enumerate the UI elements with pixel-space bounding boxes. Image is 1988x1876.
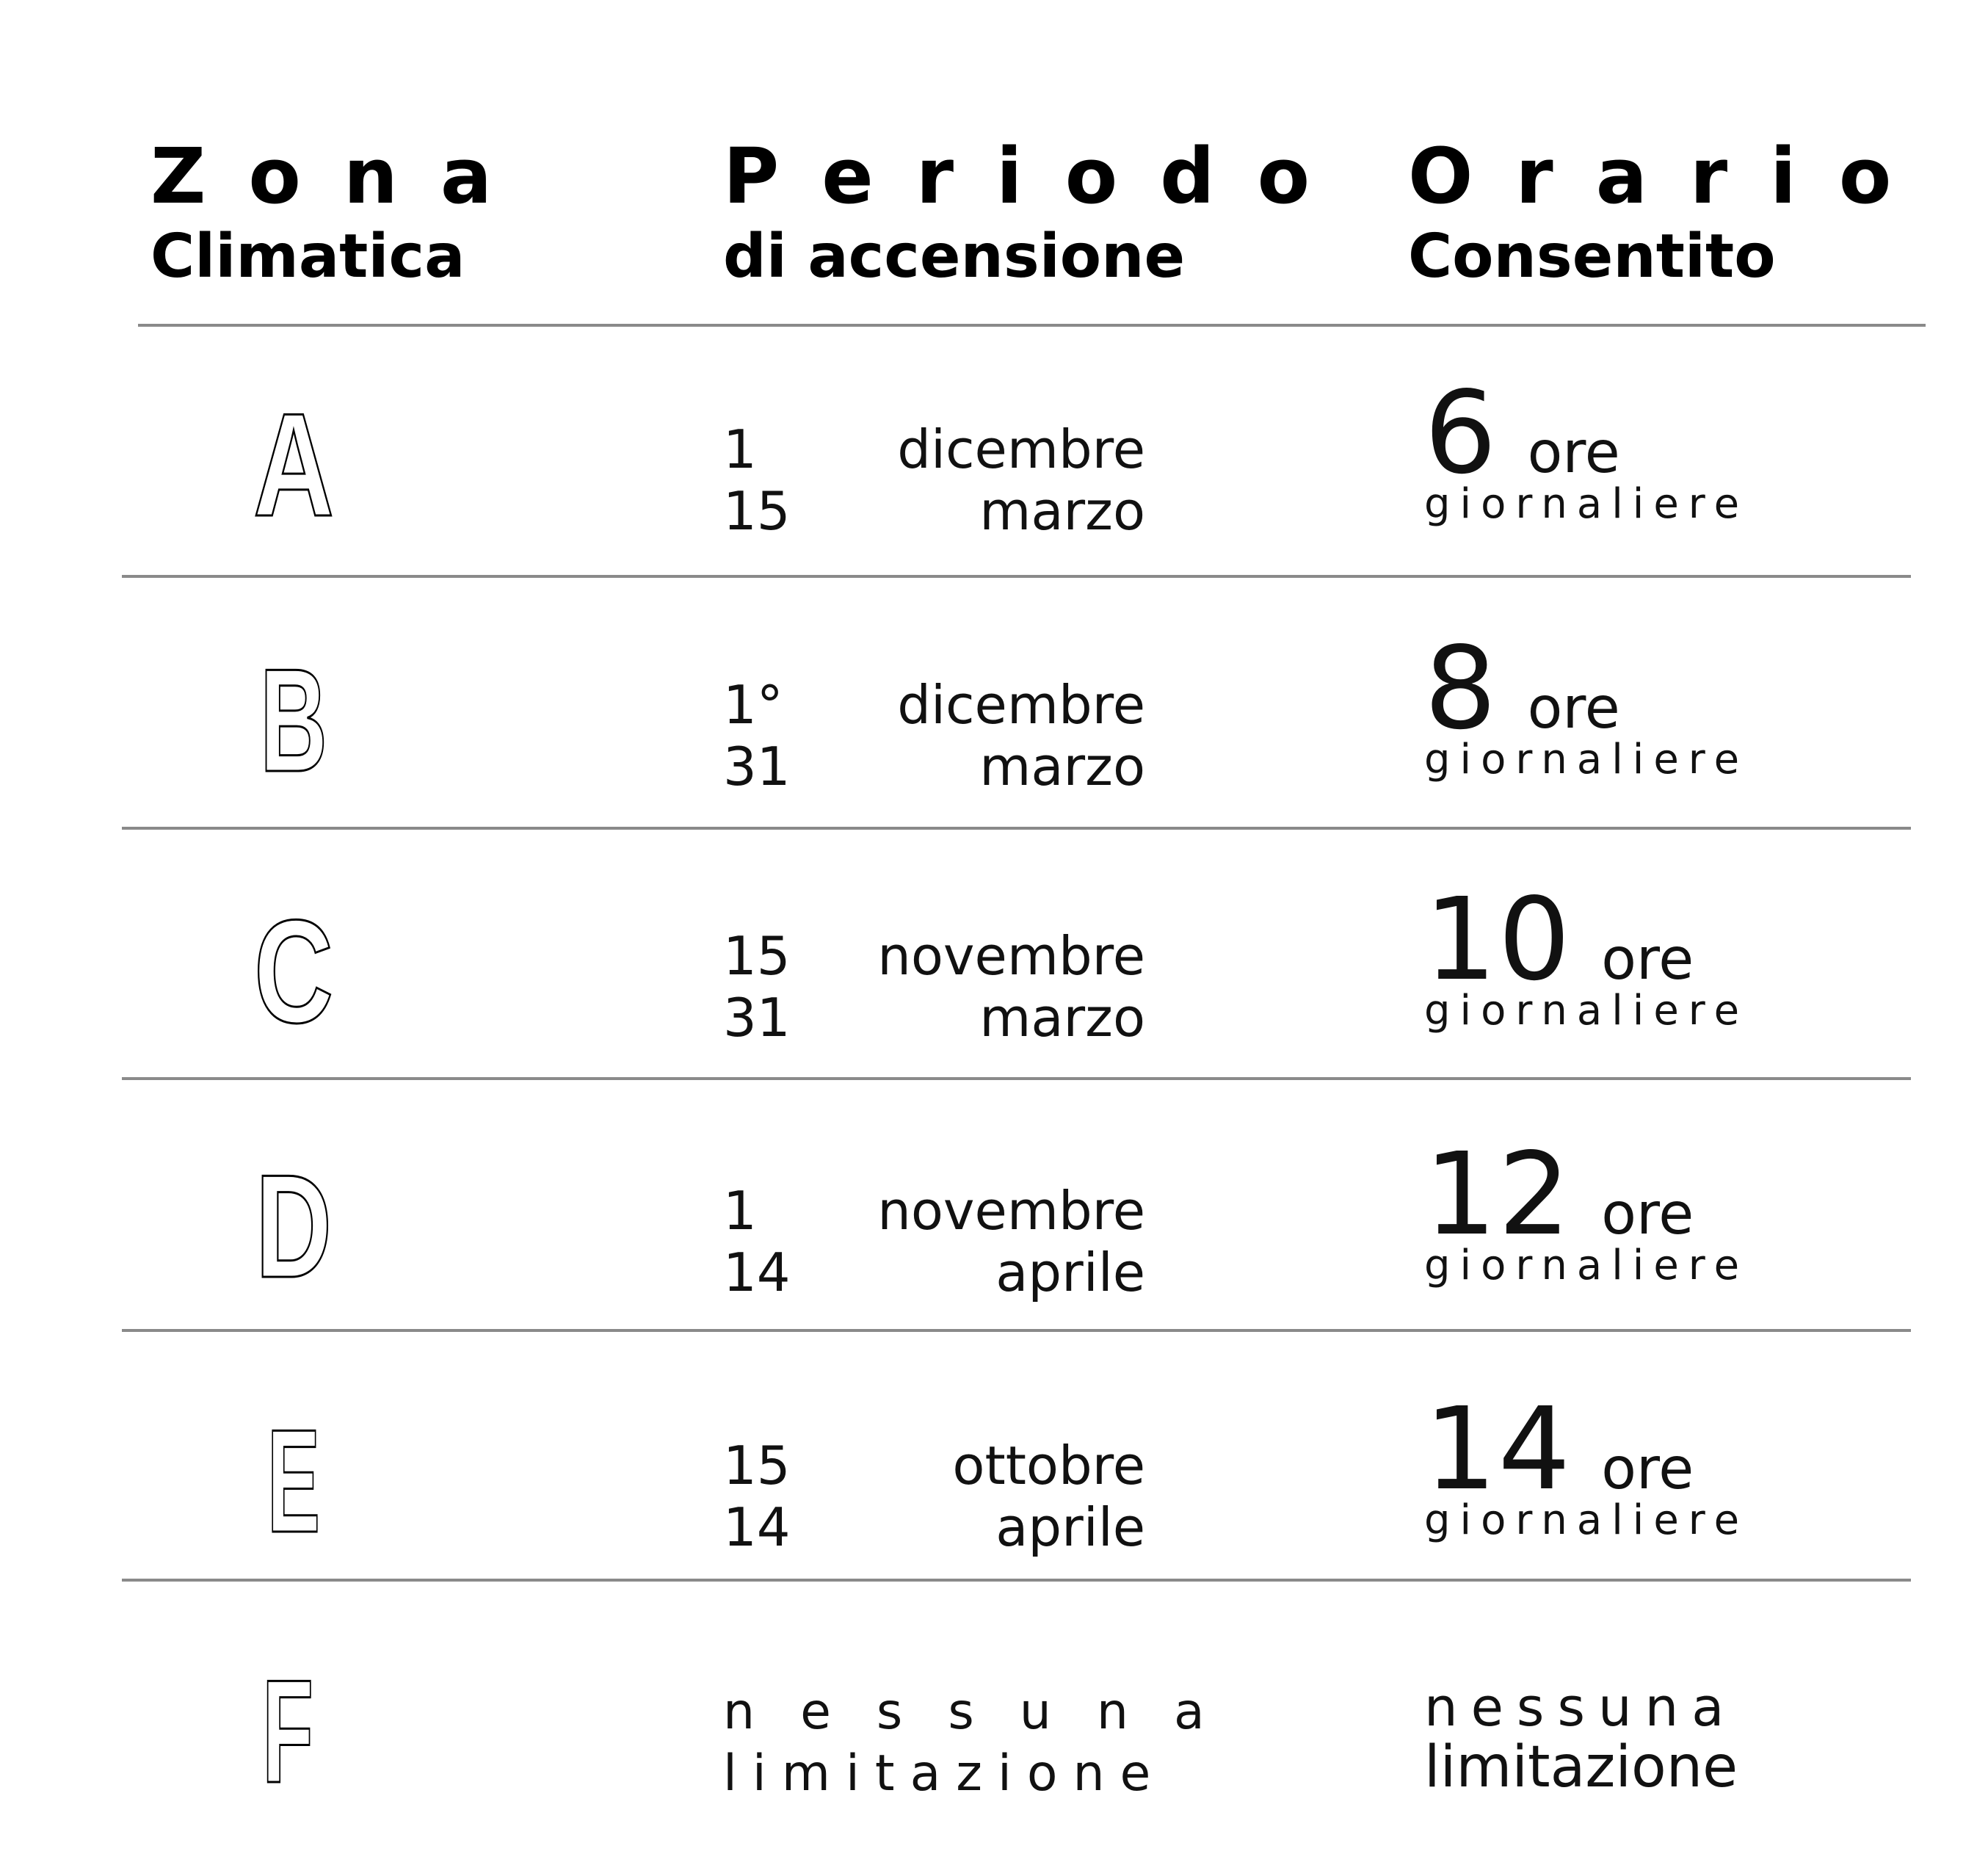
table-row-zone-a: [0, 360, 1988, 609]
table-row-zone-c: [0, 866, 1988, 1116]
period-none-line2: limitazione: [723, 1745, 1167, 1803]
hours-none-line1: nessuna: [1424, 1676, 1738, 1738]
table-row-zone-e: [0, 1376, 1988, 1626]
hours-value: 6: [1424, 366, 1498, 499]
hours-cell: [1424, 1678, 1738, 1798]
period-cell: [723, 419, 1145, 542]
zone-letter-text: C: [254, 890, 333, 1054]
period-cell: [723, 1180, 1145, 1303]
zone-letter-f: [220, 1650, 367, 1814]
hours-note: giornaliere: [1424, 1242, 1749, 1289]
end-day: 14: [723, 1242, 791, 1303]
zone-letter-e: [220, 1399, 367, 1563]
header-periodo: [723, 132, 1352, 294]
zone-letter-c: [220, 890, 367, 1054]
header-zona: [150, 132, 534, 294]
hours-cell: [1424, 1383, 1749, 1546]
zone-letter-text: F: [262, 1650, 313, 1814]
table-row-zone-d: [0, 1121, 1988, 1371]
hours-unit: ore: [1601, 1436, 1694, 1502]
period-none-line1: nessuna: [723, 1683, 1250, 1741]
header-orario-title: Orario: [1408, 131, 1934, 221]
hours-unit: ore: [1601, 927, 1694, 993]
hours-note: giornaliere: [1424, 987, 1749, 1035]
hours-value: 14: [1424, 1383, 1572, 1515]
zone-letter-a: [220, 383, 367, 547]
header-zona-title: Zona: [150, 131, 535, 221]
header-periodo-title: Periodo: [723, 131, 1353, 221]
hours-note: giornaliere: [1424, 736, 1749, 783]
hours-note: giornaliere: [1424, 1496, 1749, 1544]
header-zona-subtitle: Climatica: [150, 222, 465, 291]
start-day: 1: [723, 419, 757, 480]
hours-unit: ore: [1601, 1181, 1694, 1247]
end-day: 31: [723, 736, 791, 797]
period-cell: [723, 674, 1145, 797]
zone-letter-d: [220, 1145, 367, 1308]
start-month: dicembre: [897, 674, 1145, 736]
zone-letter-text: B: [260, 639, 327, 803]
end-month: marzo: [979, 480, 1145, 542]
zone-letter-text: D: [255, 1145, 332, 1308]
end-day: 14: [723, 1496, 791, 1558]
end-month: marzo: [979, 987, 1145, 1049]
hours-value: 10: [1424, 873, 1572, 1006]
zone-letter-text: A: [253, 383, 334, 547]
header-orario-subtitle: Consentito: [1408, 222, 1776, 291]
table-row-zone-b: [0, 615, 1988, 865]
start-day: 1: [723, 1180, 757, 1242]
header-orario: [1408, 132, 1934, 294]
end-day: 15: [723, 480, 791, 542]
hours-cell: [1424, 1128, 1749, 1292]
hours-none-line2: limitazione: [1424, 1734, 1738, 1800]
hours-cell: [1424, 622, 1749, 786]
end-day: 31: [723, 987, 791, 1049]
start-day: 15: [723, 925, 791, 987]
table-row-zone-f: [0, 1626, 1988, 1876]
period-cell: [723, 925, 1145, 1049]
hours-cell: [1424, 873, 1749, 1037]
hours-cell: [1424, 366, 1749, 530]
hours-value: 12: [1424, 1128, 1572, 1261]
hours-value: 8: [1424, 622, 1498, 755]
period-cell: [723, 1681, 1250, 1805]
start-month: ottobre: [952, 1435, 1145, 1496]
start-month: novembre: [877, 925, 1145, 987]
header-periodo-subtitle: di accensione: [723, 222, 1186, 291]
zone-letter-text: E: [267, 1399, 320, 1563]
start-month: dicembre: [897, 419, 1145, 480]
start-day: 1°: [723, 674, 783, 736]
start-day: 15: [723, 1435, 791, 1496]
hours-unit: ore: [1527, 420, 1620, 486]
divider: [138, 324, 1926, 327]
period-cell: [723, 1435, 1145, 1558]
hours-unit: ore: [1527, 676, 1620, 742]
end-month: marzo: [979, 736, 1145, 797]
start-month: novembre: [877, 1180, 1145, 1242]
end-month: aprile: [995, 1496, 1145, 1558]
zone-letter-b: [220, 639, 367, 803]
hours-note: giornaliere: [1424, 480, 1749, 528]
end-month: aprile: [995, 1242, 1145, 1303]
